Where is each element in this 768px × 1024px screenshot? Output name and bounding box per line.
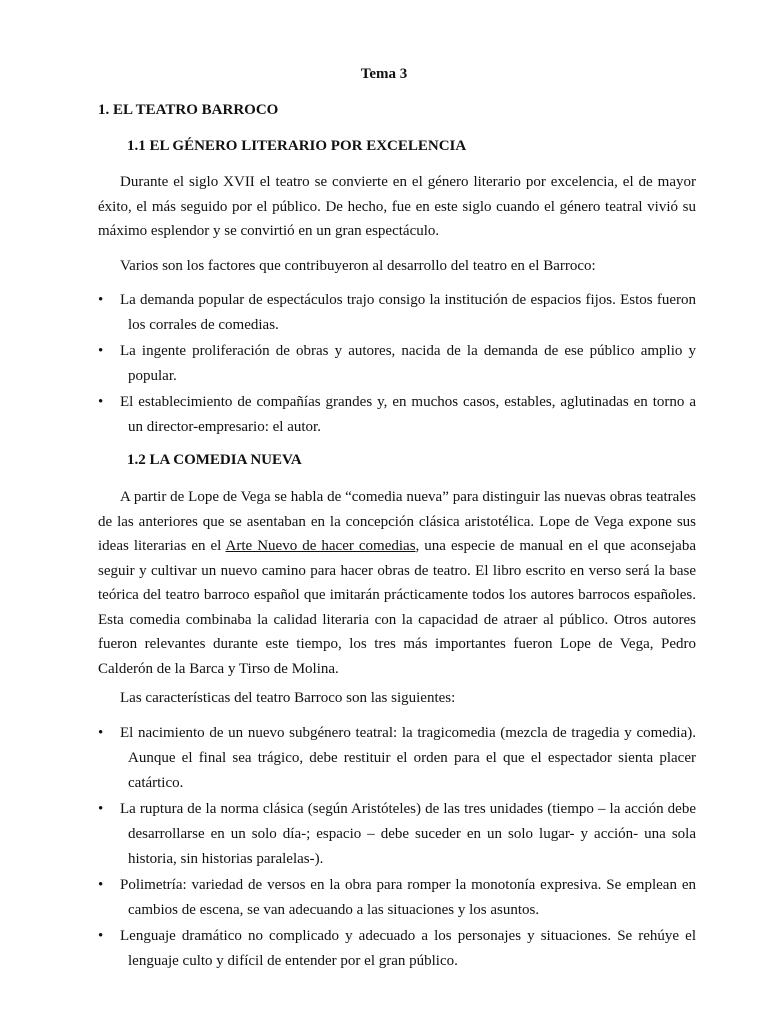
bullet-icon: •	[98, 928, 104, 944]
list-item: • Lenguaje dramático no complicado y adecuado a los personajes y situaciones. Se rehúye el lenguaje culto y difícil de entender por el gran público.	[98, 924, 696, 974]
bullet-icon: •	[98, 725, 104, 741]
characteristics-list	[98, 721, 696, 975]
section-heading-1-2: 1.2 LA COMEDIA NUEVA	[127, 452, 302, 468]
list-item: • La demanda popular de espectáculos trajo consigo la institución de espacios fijos. Estos fueron los corrales de comedias.	[98, 288, 696, 338]
paragraph-factors-intro: Varios son los factores que contribuyeron al desarrollo del teatro en el Barroco:	[120, 258, 596, 274]
section-heading-1-1: 1.1 EL GÉNERO LITERARIO POR EXCELENCIA	[127, 138, 467, 154]
bullet-icon: •	[98, 394, 104, 410]
factors-list	[98, 288, 696, 441]
list-item: • La ingente proliferación de obras y autores, nacida de la demanda de ese público amplio y popular.	[98, 339, 696, 389]
paragraph-intro: Durante el siglo XVII el teatro se convierte en el género literario por excelencia, el de mayor éxito, el más seguido por el público. De hecho, fue en este siglo cuando el género teatral vivió su máximo esplendor y se convirtió en un gran espectáculo.	[98, 174, 696, 239]
list-item: • El nacimiento de un nuevo subgénero teatral: la tragicomedia (mezcla de tragedia y comedia). Aunque el final sea trágico, debe restituir el orden para el que el espectador sienta placer catártico.	[98, 721, 696, 796]
bullet-icon: •	[98, 801, 104, 817]
document-title: Tema 3	[360, 66, 408, 82]
list-item: • Polimetría: variedad de versos en la obra para romper la monotonía expresiva. Se emplean en cambios de escena, se van adecuando a las situaciones y los asuntos.	[98, 873, 696, 923]
list-item: • La ruptura de la norma clásica (según Aristóteles) de las tres unidades (tiempo – la acción debe desarrollarse en un solo día-; espacio – debe suceder en un solo lugar- y acción- una sola historia, sin historias paralelas-).	[98, 797, 696, 872]
paragraph-characteristics-intro: Las características del teatro Barroco son las siguientes:	[120, 690, 456, 706]
bullet-icon: •	[98, 292, 104, 308]
list-item: • El establecimiento de compañías grandes y, en muchos casos, estables, aglutinadas en torno a un director-empresario: el autor.	[98, 390, 696, 440]
book-title-link: Arte Nuevo de hacer comedias	[225, 538, 416, 554]
bullet-icon: •	[98, 877, 104, 893]
paragraph-comedia-nueva: A partir de Lope de Vega se habla de “comedia nueva” para distinguir las nuevas obras teatrales de las anteriores que se asentaban en la concepción clásica aristotélica. Lope de Vega expone sus ideas literarias en el Arte Nuevo de hacer comedias, una especie de manual en el que aconsejaba seguir y cultivar un nuevo camino para hacer obras de teatro. El libro escrito en verso será la base teórica del teatro barroco español que imitarán prácticamente todos los autores barrocos españoles. Esta comedia combinaba la calidad literaria con la capacidad de atraer al público. Otros autores fueron relevantes durante este tiempo, los tres más importantes fueron Lope de Vega, Pedro Calderón de la Barca y Tirso de Molina.	[98, 489, 696, 677]
bullet-icon: •	[98, 343, 104, 359]
section-heading-1: 1. EL TEATRO BARROCO	[98, 102, 279, 118]
